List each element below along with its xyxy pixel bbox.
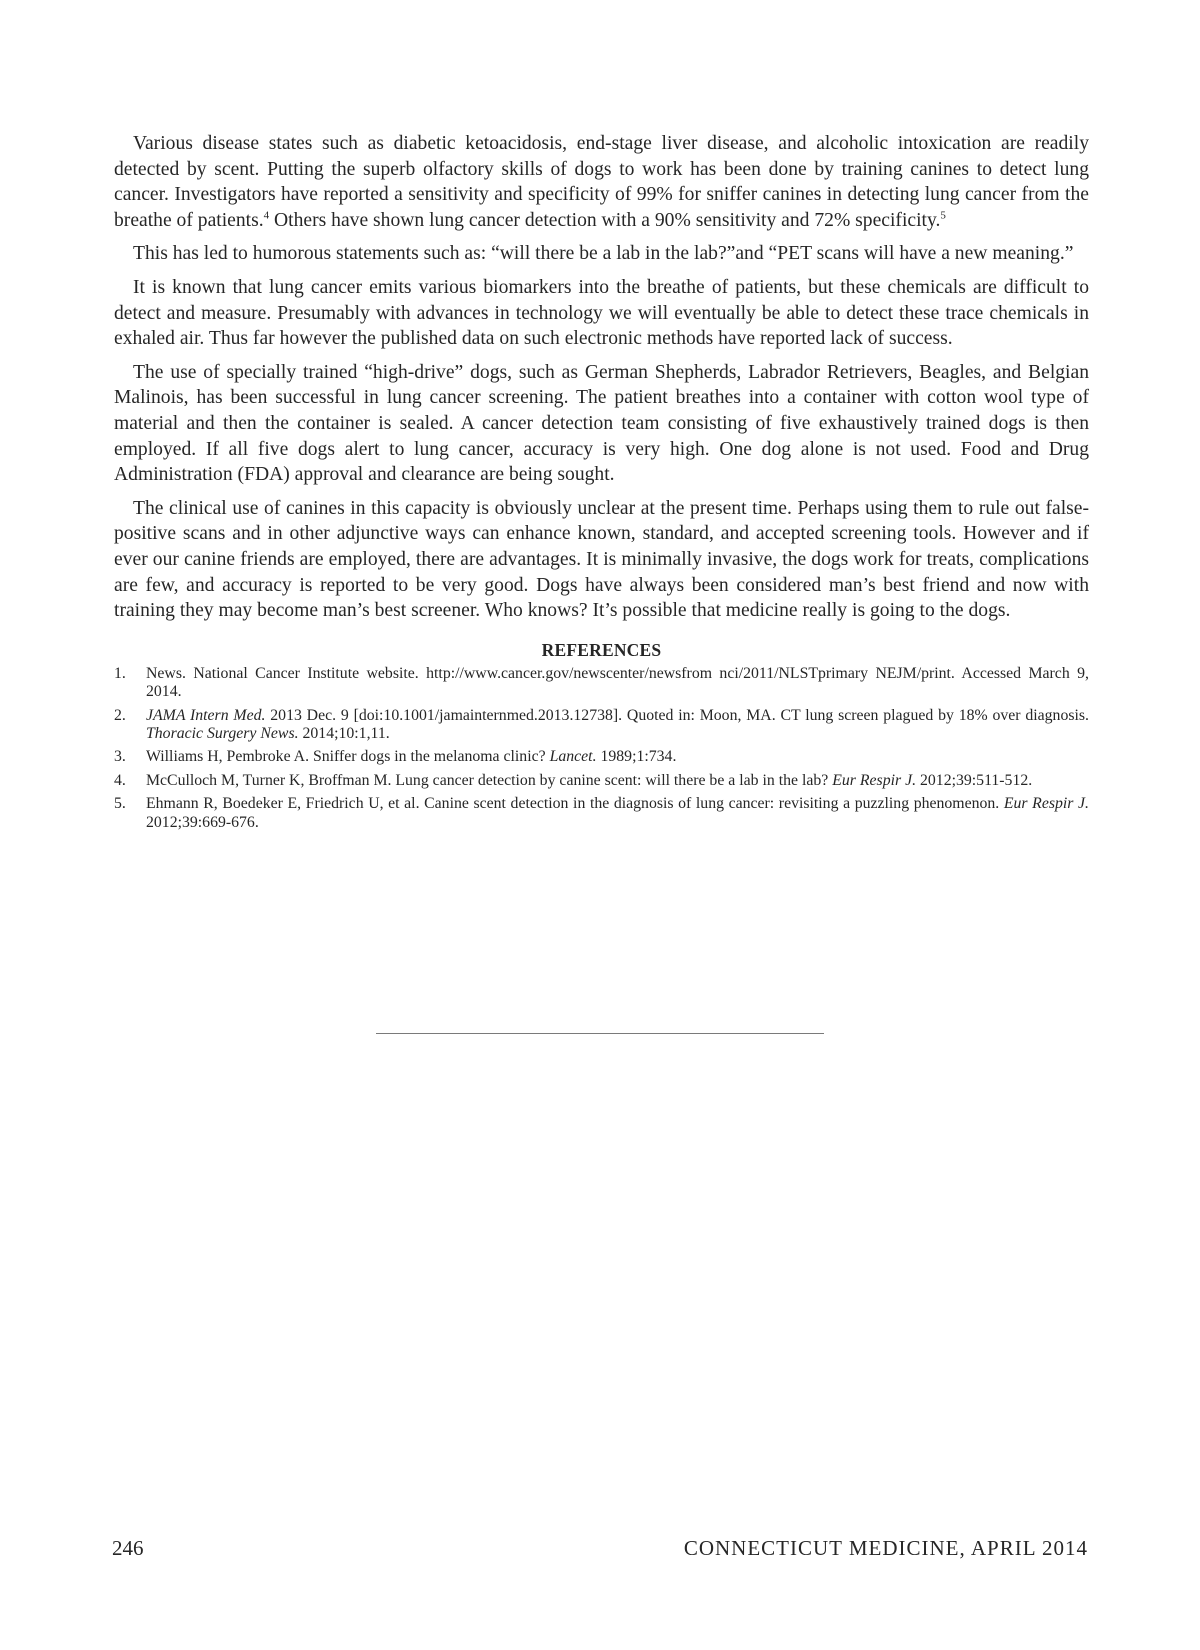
citation-superscript-4: 4 — [263, 209, 270, 222]
reference-item — [114, 665, 1089, 702]
reference-journal-italic: Thoracic Surgery News. — [146, 724, 299, 742]
article-body — [114, 131, 1089, 837]
citation-superscript-5: 5 — [940, 209, 946, 222]
reference-journal-italic: Eur Respir J. — [832, 771, 917, 789]
reference-text: 2012;39:511-512. — [916, 771, 1033, 789]
reference-text: News. National Cancer Institute website. http://www.cancer.gov/newscenter/newsfrom nci/2011/NLSTprimary NEJM/print. Accessed March 9, 2014. — [146, 664, 1089, 701]
reference-text: McCulloch M, Turner K, Broffman M. Lung cancer detection by canine scent: will there be a lab in the lab? — [146, 771, 833, 789]
reference-text: Williams H, Pembroke A. Sniffer dogs in the melanoma clinic? — [146, 748, 550, 766]
section-divider-line — [376, 1033, 824, 1034]
reference-item — [114, 748, 1089, 766]
reference-number: 5. — [114, 795, 126, 813]
references-list — [114, 665, 1089, 832]
reference-text: 2014;10:1,11. — [298, 724, 390, 742]
paragraph-1-text-continued: Others have shown lung cancer detection with a 90% sensitivity and 72% specificity. — [269, 209, 941, 231]
references-heading: REFERENCES — [541, 639, 662, 660]
paragraph-1 — [114, 131, 1089, 233]
reference-text: 1989;1:734. — [596, 748, 677, 766]
reference-text: 2012;39:669-676. — [146, 813, 259, 831]
paragraph-1-text: Various disease states such as diabetic ketoacidosis, end-stage liver disease, and alcoholic intoxication are readily detected by scent. Putting the superb olfactory skills of dogs to work has been done by training canines to detect lung cancer. Investigators have reported a sensitivity and specificity of 99% for sniffer canines in detecting lung cancer from the breathe of patients. — [114, 133, 1089, 231]
reference-journal-italic: Eur Respir J. — [1003, 795, 1089, 813]
paragraph-4: The use of specially trained “high-drive” dogs, such as German Shepherds, Labrador Retrievers, Beagles, and Belgian Malinois, has been successful in lung cancer screening. The patient breathes into a container with cotton wool type of material and then the container is sealed. A cancer detection team consisting of five exhaustively trained dogs is then employed. If all five dogs alert to lung cancer, accuracy is very high. One dog alone is not used. Food and Drug Administration (FDA) approval and clearance are being sought. — [114, 361, 1089, 486]
reference-number: 2. — [114, 706, 126, 724]
paragraph-3: It is known that lung cancer emits various biomarkers into the breathe of patients, but these chemicals are difficult to detect and measure. Presumably with advances in technology we will eventually be able to detect these trace chemicals in exhaled air. Thus far however the published data on such electronic methods have reported lack of success. — [114, 276, 1089, 350]
reference-item — [114, 772, 1089, 790]
reference-journal-italic: Lancet. — [549, 748, 597, 766]
reference-number: 3. — [114, 748, 126, 766]
paragraph-2: This has led to humorous statements such as: “will there be a lab in the lab?”and “PET scans will have a new meaning.” — [133, 243, 1074, 265]
reference-text: Ehmann R, Boedeker E, Friedrich U, et al. Canine scent detection in the diagnosis of lung cancer: revisiting a puzzling phenomenon. — [146, 795, 1004, 813]
journal-footer: CONNECTICUT MEDICINE, APRIL 2014 — [683, 1536, 1088, 1560]
reference-text: 2013 Dec. 9 [doi:10.1001/jamainternmed.2013.12738]. Quoted in: Moon, MA. CT lung screen plagued by 18% over diagnosis. — [265, 706, 1089, 724]
page-number: 246 — [112, 1536, 144, 1560]
reference-number: 1. — [114, 664, 126, 682]
reference-journal-italic: JAMA Intern Med. — [146, 706, 266, 724]
reference-number: 4. — [114, 771, 126, 789]
paragraph-5: The clinical use of canines in this capacity is obviously unclear at the present time. Perhaps using them to rule out false-positive scans and in other adjunctive ways can enhance known, standard, and accepted screening tools. However and if ever our canine friends are employed, there are advantages. It is minimally invasive, the dogs work for treats, complications are few, and accuracy is reported to be very good. Dogs have always been considered man’s best friend and now with training they may become man’s best screener. Who knows? It’s possible that medicine really is going to the dogs. — [114, 497, 1089, 622]
reference-item — [114, 795, 1089, 832]
reference-item — [114, 707, 1089, 744]
